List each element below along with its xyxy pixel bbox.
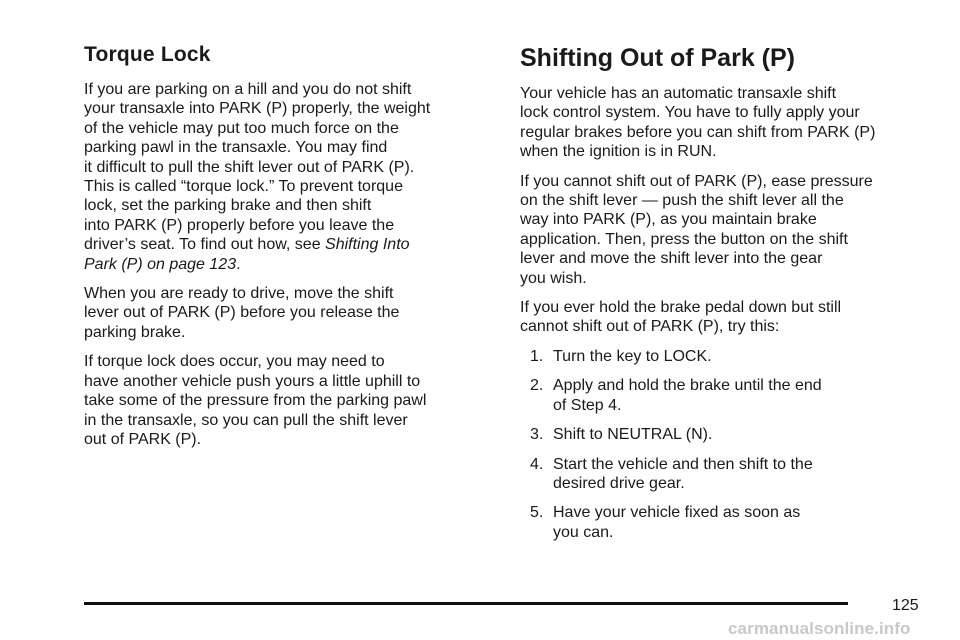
- text-line: lock, set the parking brake and then shift: [84, 197, 372, 215]
- step-text: Start the vehicle and then shift to the: [553, 455, 813, 473]
- shifting-out-body: [520, 84, 930, 552]
- text-line: parking pawl in the transaxle. You may find: [84, 139, 388, 157]
- step-text: Turn the key to LOCK.: [553, 347, 712, 365]
- step-text: desired drive gear.: [553, 474, 685, 492]
- step-text: of Step 4.: [553, 396, 622, 414]
- step-number: 2.: [530, 377, 544, 395]
- text-line: in the transaxle, so you can pull the shift lever: [84, 411, 408, 429]
- shifting-paragraph-3: [520, 298, 930, 337]
- text-line: lever out of PARK (P) before you release the: [84, 304, 400, 322]
- text-line: This is called “torque lock.” To prevent torque: [84, 178, 403, 196]
- text-line: lever and move the shift lever into the gear: [520, 250, 823, 268]
- step-text: Shift to NEUTRAL (N).: [553, 426, 713, 444]
- text-line: you wish.: [520, 269, 587, 287]
- text-line: it difficult to pull the shift lever out of PARK (P).: [84, 158, 415, 176]
- list-item: [520, 376, 930, 415]
- step-number: 3.: [530, 426, 544, 444]
- steps-list: [520, 347, 930, 542]
- sentence-end: .: [236, 255, 241, 273]
- shifting-into-park-link[interactable]: Shifting Into: [325, 236, 410, 254]
- text-line: have another vehicle push yours a little uphill to: [84, 372, 421, 390]
- text-line: into PARK (P) properly before you leave the: [84, 216, 395, 234]
- step-text: Apply and hold the brake until the end: [553, 377, 822, 395]
- step-text: you can.: [553, 523, 614, 541]
- text-line: way into PARK (P), as you maintain brake: [520, 211, 817, 229]
- text-line: your transaxle into PARK (P) properly, the weight: [84, 100, 431, 118]
- text-line: If you ever hold the brake pedal down but still: [520, 299, 842, 317]
- text-line: [84, 235, 489, 254]
- text-line: If you cannot shift out of PARK (P), ease pressure: [520, 172, 873, 190]
- torque-lock-body: [84, 80, 489, 459]
- text-line: regular brakes before you can shift from PARK (P): [520, 123, 876, 141]
- shifting-out-of-park-heading: Shifting Out of Park (P): [520, 44, 795, 72]
- text-line: out of PARK (P).: [84, 430, 202, 448]
- text-line: lock control system. You have to fully apply your: [520, 104, 860, 122]
- list-item: [520, 425, 930, 444]
- footer-rule: [84, 602, 848, 605]
- text-line-segment: driver’s seat. To find out how, see: [84, 236, 326, 254]
- text-line: application. Then, press the button on the shift: [520, 230, 848, 248]
- text-line: take some of the pressure from the parking pawl: [84, 392, 427, 410]
- list-item: [520, 347, 930, 366]
- shifting-paragraph-1: [520, 84, 930, 162]
- page-number: 125: [892, 597, 919, 614]
- text-line: when the ignition is in RUN.: [520, 143, 717, 161]
- text-line: cannot shift out of PARK (P), try this:: [520, 318, 780, 336]
- list-item: [520, 455, 930, 494]
- text-line: If you are parking on a hill and you do not shift: [84, 81, 412, 98]
- shifting-paragraph-2: [520, 172, 930, 288]
- text-line: When you are ready to drive, move the shift: [84, 285, 394, 303]
- step-number: 5.: [530, 504, 544, 522]
- text-line: [84, 255, 489, 274]
- step-text: Have your vehicle fixed as soon as: [553, 504, 801, 522]
- shifting-into-park-link-page[interactable]: Park (P) on page 123: [84, 255, 237, 273]
- text-line: Your vehicle has an automatic transaxle shift: [520, 85, 837, 102]
- watermark: carmanualsonline.info: [728, 619, 911, 638]
- text-line: parking brake.: [84, 323, 186, 341]
- text-line: on the shift lever — push the shift lever all the: [520, 192, 844, 210]
- torque-lock-paragraph-3: [84, 352, 489, 449]
- torque-lock-paragraph-1: [84, 80, 489, 274]
- step-number: 4.: [530, 455, 544, 473]
- list-item: [520, 503, 930, 542]
- torque-lock-heading: Torque Lock: [84, 43, 211, 66]
- torque-lock-paragraph-2: [84, 284, 489, 342]
- text-line: of the vehicle may put too much force on the: [84, 119, 399, 137]
- step-number: 1.: [530, 347, 544, 365]
- text-line: If torque lock does occur, you may need to: [84, 353, 385, 371]
